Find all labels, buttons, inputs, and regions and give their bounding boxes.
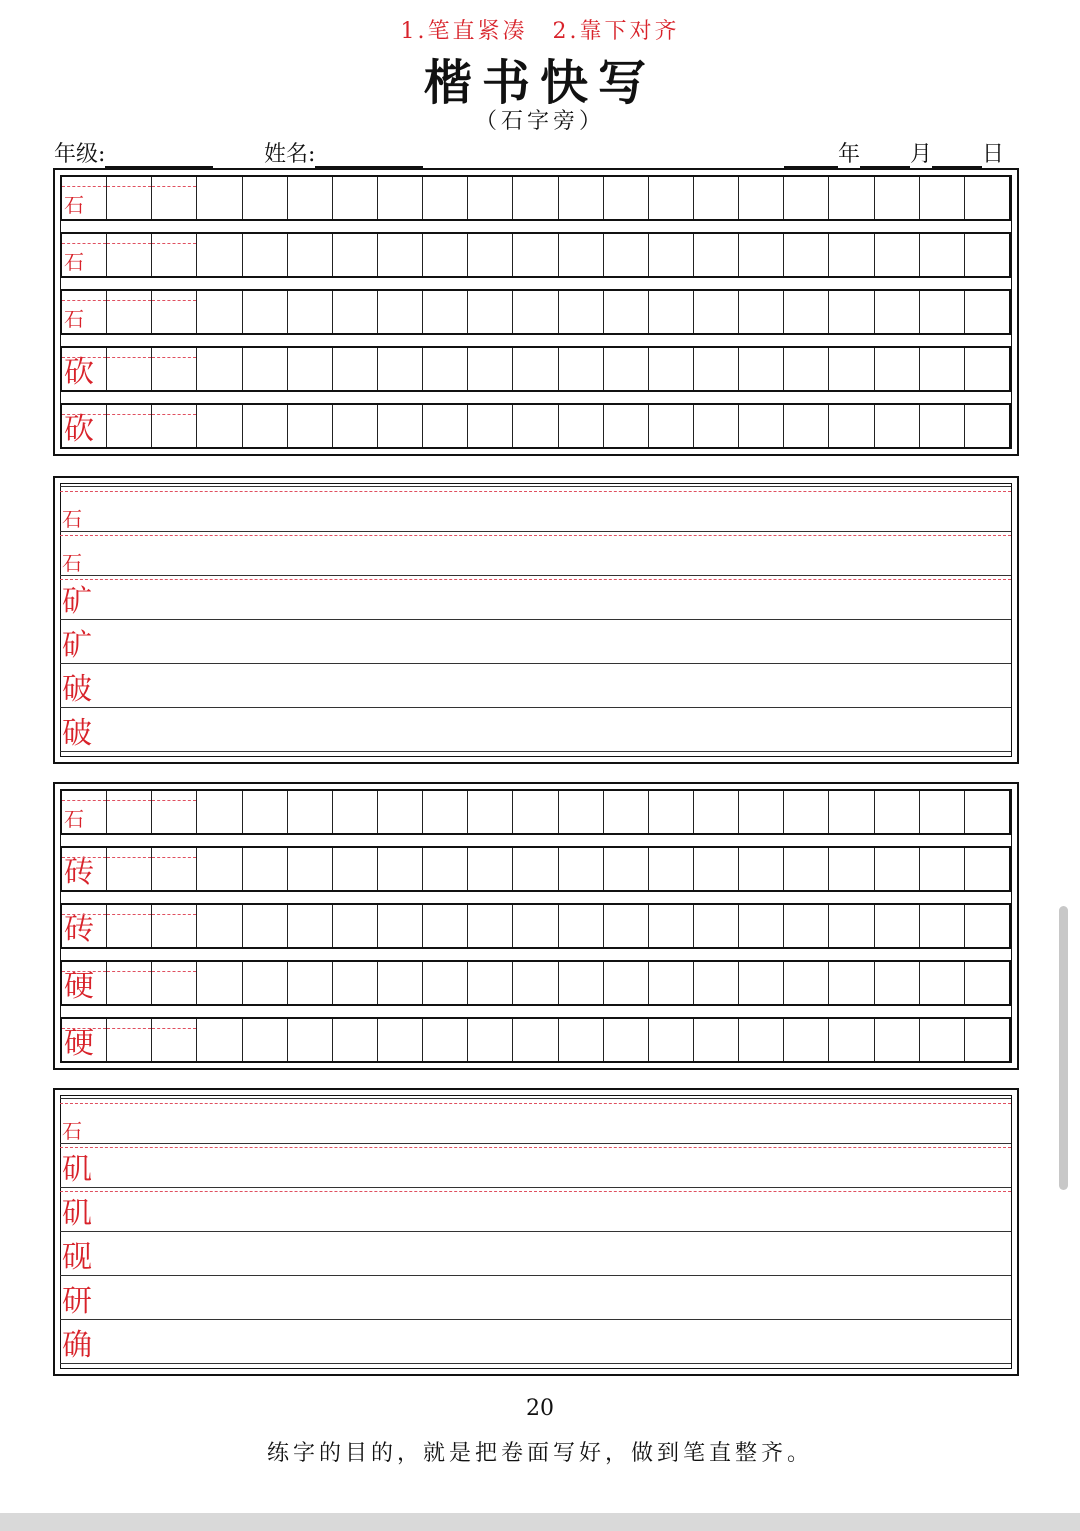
grid-practice-cell[interactable] bbox=[197, 848, 242, 890]
grid-practice-cell[interactable] bbox=[649, 791, 694, 833]
month-blank bbox=[860, 144, 910, 168]
grid-model-cell bbox=[62, 791, 107, 833]
grid-practice-cell[interactable] bbox=[649, 234, 694, 276]
model-character: 石 bbox=[62, 507, 82, 531]
grid-practice-cell[interactable] bbox=[107, 791, 152, 833]
grid-practice-cell[interactable] bbox=[243, 291, 288, 333]
grid-practice-cell[interactable] bbox=[333, 234, 378, 276]
grid-practice-cell[interactable] bbox=[694, 177, 739, 219]
grid-practice-cell[interactable] bbox=[559, 291, 604, 333]
grid-row bbox=[60, 846, 1011, 892]
grid-practice-cell[interactable] bbox=[739, 791, 784, 833]
grid-practice-cell[interactable] bbox=[739, 291, 784, 333]
scrollbar-thumb[interactable] bbox=[1059, 906, 1068, 1190]
grid-practice-cell[interactable] bbox=[920, 905, 965, 947]
grid-practice-cell[interactable] bbox=[513, 848, 558, 890]
grid-practice-cell[interactable] bbox=[559, 848, 604, 890]
model-character: 确 bbox=[62, 1328, 92, 1363]
day-label: 日 bbox=[982, 142, 1005, 167]
grid-model-cell bbox=[62, 291, 107, 333]
grid-practice-cell[interactable] bbox=[920, 791, 965, 833]
grid-practice-cell[interactable] bbox=[197, 1019, 242, 1061]
grid-practice-cell[interactable] bbox=[378, 905, 423, 947]
grid-practice-cell[interactable] bbox=[107, 1019, 152, 1061]
grid-practice-cell[interactable] bbox=[784, 905, 829, 947]
grid-practice-cell[interactable] bbox=[739, 177, 784, 219]
grid-practice-cell[interactable] bbox=[694, 234, 739, 276]
writing-line[interactable] bbox=[60, 664, 1011, 708]
grid-practice-cell[interactable] bbox=[197, 234, 242, 276]
grid-practice-cell[interactable] bbox=[152, 791, 197, 833]
base-line bbox=[60, 751, 1011, 752]
grid-practice-cell[interactable] bbox=[649, 848, 694, 890]
grid-practice-cell[interactable] bbox=[649, 1019, 694, 1061]
grid-practice-cell[interactable] bbox=[829, 348, 874, 390]
grid-practice-cell[interactable] bbox=[423, 234, 468, 276]
grid-practice-cell[interactable] bbox=[829, 962, 874, 1004]
page-number: 20 bbox=[526, 1396, 554, 1421]
writing-tips: 1.笔直紧凑 2.靠下对齐 bbox=[400, 19, 680, 44]
model-character: 矿 bbox=[62, 584, 92, 619]
grid-practice-cell[interactable] bbox=[784, 405, 829, 447]
grid-row bbox=[60, 346, 1011, 392]
grid-practice-cell[interactable] bbox=[875, 1019, 920, 1061]
grid-practice-cell[interactable] bbox=[423, 348, 468, 390]
grid-practice-cell[interactable] bbox=[378, 405, 423, 447]
grid-practice-cell[interactable] bbox=[152, 405, 197, 447]
grid-practice-cell[interactable] bbox=[559, 234, 604, 276]
grid-model-cell bbox=[62, 405, 107, 447]
grid-model-cell bbox=[62, 1019, 107, 1061]
model-character: 石 bbox=[64, 307, 84, 331]
grid-practice-cell[interactable] bbox=[107, 905, 152, 947]
grid-practice-cell[interactable] bbox=[243, 1019, 288, 1061]
model-character: 硬 bbox=[64, 1026, 94, 1061]
grid-practice-cell[interactable] bbox=[243, 405, 288, 447]
grid-row bbox=[60, 403, 1011, 449]
grid-practice-cell[interactable] bbox=[423, 291, 468, 333]
grid-practice-cell[interactable] bbox=[604, 405, 649, 447]
grid-practice-cell[interactable] bbox=[829, 791, 874, 833]
grid-practice-cell[interactable] bbox=[107, 405, 152, 447]
grid-practice-cell[interactable] bbox=[513, 791, 558, 833]
name-label: 姓名: bbox=[264, 142, 316, 167]
grid-practice-cell[interactable] bbox=[107, 177, 152, 219]
grid-practice-cell[interactable] bbox=[965, 962, 1009, 1004]
grid-practice-cell[interactable] bbox=[875, 291, 920, 333]
grid-practice-cell[interactable] bbox=[875, 905, 920, 947]
grid-practice-cell[interactable] bbox=[513, 291, 558, 333]
grid-model-cell bbox=[62, 962, 107, 1004]
grid-model-cell bbox=[62, 905, 107, 947]
grid-practice-cell[interactable] bbox=[784, 291, 829, 333]
grid-practice-cell[interactable] bbox=[468, 1019, 513, 1061]
grid-practice-cell[interactable] bbox=[694, 848, 739, 890]
grid-practice-cell[interactable] bbox=[513, 905, 558, 947]
grid-practice-cell[interactable] bbox=[559, 962, 604, 1004]
model-character: 矿 bbox=[62, 628, 92, 663]
grid-row bbox=[60, 232, 1011, 278]
grid-practice-cell[interactable] bbox=[604, 791, 649, 833]
grid-practice-cell[interactable] bbox=[378, 848, 423, 890]
grid-practice-cell[interactable] bbox=[378, 177, 423, 219]
model-character: 矶 bbox=[62, 1152, 92, 1187]
grid-practice-cell[interactable] bbox=[197, 291, 242, 333]
grid-practice-cell[interactable] bbox=[152, 177, 197, 219]
grid-practice-cell[interactable] bbox=[107, 348, 152, 390]
grid-practice-cell[interactable] bbox=[288, 848, 333, 890]
grid-practice-cell[interactable] bbox=[243, 348, 288, 390]
grid-row bbox=[60, 289, 1011, 335]
grid-practice-cell[interactable] bbox=[423, 905, 468, 947]
grid-practice-cell[interactable] bbox=[513, 405, 558, 447]
grid-practice-cell[interactable] bbox=[784, 791, 829, 833]
page-title: 楷书快写 bbox=[423, 55, 656, 111]
grid-practice-cell[interactable] bbox=[513, 348, 558, 390]
grid-practice-cell[interactable] bbox=[920, 348, 965, 390]
grid-practice-cell[interactable] bbox=[468, 791, 513, 833]
grid-practice-cell[interactable] bbox=[333, 1019, 378, 1061]
grid-practice-cell[interactable] bbox=[288, 177, 333, 219]
grid-practice-cell[interactable] bbox=[107, 234, 152, 276]
grid-practice-cell[interactable] bbox=[875, 234, 920, 276]
grid-practice-cell[interactable] bbox=[513, 234, 558, 276]
grid-practice-cell[interactable] bbox=[965, 1019, 1009, 1061]
line-panel-4-topline bbox=[60, 1098, 1011, 1099]
grid-practice-cell[interactable] bbox=[920, 1019, 965, 1061]
grid-practice-cell[interactable] bbox=[604, 1019, 649, 1061]
writing-line[interactable] bbox=[60, 620, 1011, 664]
grid-practice-cell[interactable] bbox=[649, 291, 694, 333]
grid-practice-cell[interactable] bbox=[423, 1019, 468, 1061]
grid-practice-cell[interactable] bbox=[197, 177, 242, 219]
grid-practice-cell[interactable] bbox=[784, 348, 829, 390]
bottom-bar bbox=[0, 1513, 1080, 1531]
grid-practice-cell[interactable] bbox=[468, 962, 513, 1004]
year-blank bbox=[784, 144, 838, 168]
grid-practice-cell[interactable] bbox=[243, 791, 288, 833]
grid-practice-cell[interactable] bbox=[965, 348, 1009, 390]
grid-practice-cell[interactable] bbox=[920, 234, 965, 276]
grid-practice-cell[interactable] bbox=[875, 348, 920, 390]
grid-practice-cell[interactable] bbox=[243, 234, 288, 276]
grid-practice-cell[interactable] bbox=[694, 291, 739, 333]
grid-practice-cell[interactable] bbox=[197, 905, 242, 947]
grid-practice-cell[interactable] bbox=[197, 791, 242, 833]
grid-practice-cell[interactable] bbox=[875, 791, 920, 833]
grid-practice-cell[interactable] bbox=[694, 962, 739, 1004]
grid-practice-cell[interactable] bbox=[333, 962, 378, 1004]
name-field bbox=[264, 140, 423, 168]
writing-line[interactable] bbox=[60, 1188, 1011, 1232]
day-blank bbox=[932, 144, 982, 168]
month-label: 月 bbox=[910, 142, 933, 167]
grid-practice-cell[interactable] bbox=[920, 291, 965, 333]
model-character: 硬 bbox=[64, 969, 94, 1004]
grid-practice-cell[interactable] bbox=[784, 848, 829, 890]
grid-practice-cell[interactable] bbox=[649, 177, 694, 219]
grid-practice-cell[interactable] bbox=[288, 234, 333, 276]
grid-row bbox=[60, 1017, 1011, 1063]
grid-practice-cell[interactable] bbox=[152, 291, 197, 333]
model-character: 破 bbox=[62, 716, 92, 751]
grid-model-cell bbox=[62, 234, 107, 276]
grid-practice-cell[interactable] bbox=[920, 405, 965, 447]
grid-practice-cell[interactable] bbox=[107, 848, 152, 890]
grid-practice-cell[interactable] bbox=[920, 962, 965, 1004]
grid-row bbox=[60, 903, 1011, 949]
grid-practice-cell[interactable] bbox=[829, 234, 874, 276]
grid-practice-cell[interactable] bbox=[875, 848, 920, 890]
grid-practice-cell[interactable] bbox=[288, 791, 333, 833]
grid-practice-cell[interactable] bbox=[468, 848, 513, 890]
guide-line bbox=[60, 491, 1011, 492]
grid-practice-cell[interactable] bbox=[784, 962, 829, 1004]
guide-line bbox=[60, 1191, 1011, 1192]
writing-line[interactable] bbox=[60, 576, 1011, 620]
grid-practice-cell[interactable] bbox=[829, 291, 874, 333]
grid-practice-cell[interactable] bbox=[333, 177, 378, 219]
model-character: 石 bbox=[64, 807, 84, 831]
grid-practice-cell[interactable] bbox=[468, 348, 513, 390]
grid-row bbox=[60, 789, 1011, 835]
grid-practice-cell[interactable] bbox=[604, 848, 649, 890]
grid-practice-cell[interactable] bbox=[107, 291, 152, 333]
grid-practice-cell[interactable] bbox=[378, 791, 423, 833]
grid-practice-cell[interactable] bbox=[965, 177, 1009, 219]
model-character: 砍 bbox=[64, 412, 94, 447]
grid-practice-cell[interactable] bbox=[333, 348, 378, 390]
grid-practice-cell[interactable] bbox=[107, 962, 152, 1004]
page-subtitle: （石字旁） bbox=[474, 109, 605, 134]
grid-practice-cell[interactable] bbox=[965, 848, 1009, 890]
grid-practice-cell[interactable] bbox=[829, 1019, 874, 1061]
grid-practice-cell[interactable] bbox=[197, 348, 242, 390]
grid-practice-cell[interactable] bbox=[604, 234, 649, 276]
writing-line[interactable] bbox=[60, 1232, 1011, 1276]
grid-practice-cell[interactable] bbox=[694, 905, 739, 947]
grid-practice-cell[interactable] bbox=[333, 791, 378, 833]
model-character: 石 bbox=[62, 551, 82, 575]
grid-practice-cell[interactable] bbox=[559, 177, 604, 219]
grid-practice-cell[interactable] bbox=[378, 348, 423, 390]
model-character: 矶 bbox=[62, 1196, 92, 1231]
grid-practice-cell[interactable] bbox=[829, 405, 874, 447]
writing-line[interactable] bbox=[60, 1320, 1011, 1364]
grid-practice-cell[interactable] bbox=[739, 348, 784, 390]
grid-practice-cell[interactable] bbox=[559, 1019, 604, 1061]
grid-practice-cell[interactable] bbox=[423, 962, 468, 1004]
grid-practice-cell[interactable] bbox=[197, 405, 242, 447]
grid-practice-cell[interactable] bbox=[152, 348, 197, 390]
guide-line bbox=[60, 1103, 1011, 1104]
grid-practice-cell[interactable] bbox=[423, 405, 468, 447]
grid-practice-cell[interactable] bbox=[694, 405, 739, 447]
grid-practice-cell[interactable] bbox=[649, 405, 694, 447]
model-character: 砚 bbox=[62, 1240, 92, 1275]
model-character: 破 bbox=[62, 672, 92, 707]
model-character: 石 bbox=[62, 1119, 82, 1143]
grid-practice-cell[interactable] bbox=[965, 791, 1009, 833]
grid-practice-cell[interactable] bbox=[152, 962, 197, 1004]
footer-motto: 练字的目的，就是把卷面写好，做到笔直整齐。 bbox=[266, 1441, 813, 1466]
model-character: 砍 bbox=[64, 355, 94, 390]
grid-practice-cell[interactable] bbox=[649, 962, 694, 1004]
grid-practice-cell[interactable] bbox=[243, 962, 288, 1004]
grid-practice-cell[interactable] bbox=[468, 405, 513, 447]
grade-field bbox=[54, 140, 213, 168]
grid-practice-cell[interactable] bbox=[333, 291, 378, 333]
grid-practice-cell[interactable] bbox=[739, 905, 784, 947]
grade-blank bbox=[105, 144, 213, 168]
model-character: 砖 bbox=[64, 855, 94, 890]
grid-practice-cell[interactable] bbox=[288, 405, 333, 447]
grid-practice-cell[interactable] bbox=[829, 848, 874, 890]
grid-practice-cell[interactable] bbox=[559, 905, 604, 947]
grid-practice-cell[interactable] bbox=[965, 905, 1009, 947]
grid-practice-cell[interactable] bbox=[920, 848, 965, 890]
grid-practice-cell[interactable] bbox=[829, 177, 874, 219]
grid-practice-cell[interactable] bbox=[468, 905, 513, 947]
grid-practice-cell[interactable] bbox=[875, 177, 920, 219]
grid-practice-cell[interactable] bbox=[604, 348, 649, 390]
grid-practice-cell[interactable] bbox=[152, 234, 197, 276]
grid-practice-cell[interactable] bbox=[288, 905, 333, 947]
grid-practice-cell[interactable] bbox=[468, 234, 513, 276]
grid-practice-cell[interactable] bbox=[829, 905, 874, 947]
grade-label: 年级: bbox=[54, 142, 106, 167]
grid-practice-cell[interactable] bbox=[288, 962, 333, 1004]
model-character: 研 bbox=[62, 1284, 92, 1319]
grid-practice-cell[interactable] bbox=[739, 234, 784, 276]
grid-practice-cell[interactable] bbox=[243, 905, 288, 947]
grid-practice-cell[interactable] bbox=[197, 962, 242, 1004]
grid-practice-cell[interactable] bbox=[378, 962, 423, 1004]
model-character: 砖 bbox=[64, 912, 94, 947]
year-label: 年 bbox=[838, 142, 861, 167]
grid-practice-cell[interactable] bbox=[243, 177, 288, 219]
grid-practice-cell[interactable] bbox=[875, 405, 920, 447]
grid-practice-cell[interactable] bbox=[152, 905, 197, 947]
grid-practice-cell[interactable] bbox=[243, 848, 288, 890]
grid-row bbox=[60, 175, 1011, 221]
grid-practice-cell[interactable] bbox=[784, 1019, 829, 1061]
name-blank bbox=[315, 144, 423, 168]
guide-line bbox=[60, 535, 1011, 536]
grid-row bbox=[60, 960, 1011, 1006]
grid-practice-cell[interactable] bbox=[468, 177, 513, 219]
writing-line[interactable] bbox=[60, 532, 1011, 576]
grid-practice-cell[interactable] bbox=[152, 1019, 197, 1061]
model-character: 石 bbox=[64, 250, 84, 274]
grid-practice-cell[interactable] bbox=[604, 177, 649, 219]
grid-practice-cell[interactable] bbox=[288, 291, 333, 333]
date-field bbox=[784, 140, 1004, 168]
grid-practice-cell[interactable] bbox=[649, 348, 694, 390]
grid-practice-cell[interactable] bbox=[152, 848, 197, 890]
grid-practice-cell[interactable] bbox=[333, 905, 378, 947]
grid-practice-cell[interactable] bbox=[739, 1019, 784, 1061]
grid-practice-cell[interactable] bbox=[468, 291, 513, 333]
grid-practice-cell[interactable] bbox=[739, 962, 784, 1004]
grid-practice-cell[interactable] bbox=[559, 348, 604, 390]
grid-practice-cell[interactable] bbox=[920, 177, 965, 219]
grid-practice-cell[interactable] bbox=[694, 791, 739, 833]
writing-line[interactable] bbox=[60, 488, 1011, 532]
grid-practice-cell[interactable] bbox=[875, 962, 920, 1004]
writing-line[interactable] bbox=[60, 1100, 1011, 1144]
grid-model-cell bbox=[62, 848, 107, 890]
guide-line bbox=[60, 579, 1011, 580]
grid-practice-cell[interactable] bbox=[965, 405, 1009, 447]
grid-practice-cell[interactable] bbox=[739, 848, 784, 890]
grid-practice-cell[interactable] bbox=[694, 348, 739, 390]
grid-practice-cell[interactable] bbox=[694, 1019, 739, 1061]
grid-practice-cell[interactable] bbox=[378, 291, 423, 333]
grid-practice-cell[interactable] bbox=[288, 1019, 333, 1061]
writing-line[interactable] bbox=[60, 1144, 1011, 1188]
grid-practice-cell[interactable] bbox=[784, 177, 829, 219]
guide-line bbox=[60, 1147, 1011, 1148]
grid-practice-cell[interactable] bbox=[604, 291, 649, 333]
grid-practice-cell[interactable] bbox=[513, 1019, 558, 1061]
writing-line[interactable] bbox=[60, 708, 1011, 752]
grid-practice-cell[interactable] bbox=[965, 234, 1009, 276]
grid-practice-cell[interactable] bbox=[423, 791, 468, 833]
grid-practice-cell[interactable] bbox=[513, 177, 558, 219]
grid-practice-cell[interactable] bbox=[604, 962, 649, 1004]
grid-model-cell bbox=[62, 348, 107, 390]
grid-practice-cell[interactable] bbox=[559, 791, 604, 833]
base-line bbox=[60, 1363, 1011, 1364]
line-panel-2-topline bbox=[60, 486, 1011, 487]
grid-practice-cell[interactable] bbox=[423, 177, 468, 219]
grid-practice-cell[interactable] bbox=[604, 905, 649, 947]
grid-practice-cell[interactable] bbox=[739, 405, 784, 447]
grid-practice-cell[interactable] bbox=[333, 405, 378, 447]
grid-practice-cell[interactable] bbox=[378, 1019, 423, 1061]
grid-model-cell bbox=[62, 177, 107, 219]
grid-practice-cell[interactable] bbox=[333, 848, 378, 890]
grid-practice-cell[interactable] bbox=[965, 291, 1009, 333]
grid-practice-cell[interactable] bbox=[649, 905, 694, 947]
grid-practice-cell[interactable] bbox=[513, 962, 558, 1004]
grid-practice-cell[interactable] bbox=[423, 848, 468, 890]
model-character: 石 bbox=[64, 193, 84, 217]
writing-line[interactable] bbox=[60, 1276, 1011, 1320]
grid-practice-cell[interactable] bbox=[784, 234, 829, 276]
grid-practice-cell[interactable] bbox=[378, 234, 423, 276]
grid-practice-cell[interactable] bbox=[559, 405, 604, 447]
grid-practice-cell[interactable] bbox=[288, 348, 333, 390]
